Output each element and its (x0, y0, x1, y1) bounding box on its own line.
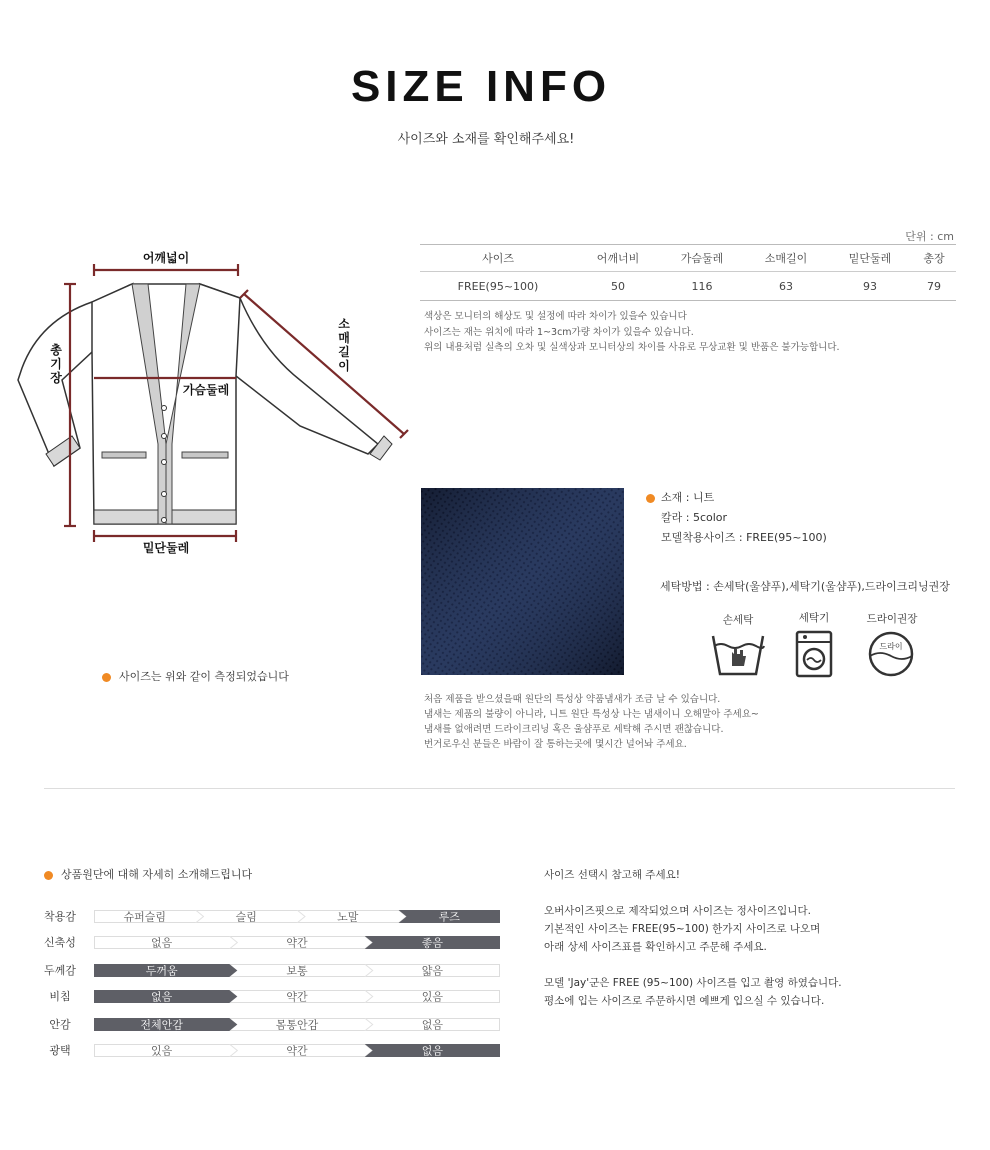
hand-wash-label: 손세탁 (722, 614, 754, 626)
dry-clean-icon-text: 드라이 (879, 642, 903, 651)
fabric-row-label: 광택 (49, 1044, 71, 1057)
bullet-dot-icon (646, 494, 655, 503)
size-guide-line: 평소에 입는 사이즈로 주문하시면 예쁘게 입으실 수 있습니다. (544, 995, 825, 1007)
size-table-header: 가슴둘레 (660, 245, 744, 272)
fabric-rating-bar (94, 964, 500, 977)
wash-method-text: 세탁방법 : 손세탁(울샴푸),세탁기(울샴푸),드라이크리닝권장 (660, 580, 950, 593)
care-notes (424, 692, 759, 752)
size-note-line: 색상은 모니터의 해상도 및 설정에 따라 차이가 있을수 있습니다 (424, 311, 687, 322)
size-notes (424, 309, 840, 356)
table-cell: 116 (660, 272, 744, 301)
size-guide-line: 모델 'Jay'군은 FREE (95~100) 사이즈를 입고 촬영 하였습니다. (544, 977, 842, 989)
section-divider (44, 788, 955, 789)
washing-machine-icon (794, 630, 834, 678)
size-table-header: 총장 (912, 245, 956, 272)
fabric-rating-option: 루즈 (438, 910, 460, 923)
size-guide-line: 아래 상세 사이즈표를 확인하시고 주문해 주세요. (544, 941, 767, 953)
material-text: 소재 : 니트 (661, 491, 715, 504)
fabric-row-label: 비침 (49, 990, 71, 1003)
bullet-dot-icon (44, 871, 53, 880)
bullet-dot-icon (102, 673, 111, 682)
fabric-rating-option: 없음 (421, 1044, 443, 1057)
size-guide-line: 기본적인 사이즈는 FREE(95~100) 한가지 사이즈로 나오며 (544, 923, 821, 935)
size-guide-para1 (544, 902, 820, 956)
size-table-header: 밑단둘레 (828, 245, 912, 272)
size-table-header: 어깨너비 (576, 245, 660, 272)
page-subtitle: 사이즈와 소재를 확인해주세요! (397, 132, 575, 147)
chest-label: 가슴둘레 (182, 383, 230, 397)
fabric-section-title: 상품원단에 대해 자세히 소개해드립니다 (44, 866, 252, 882)
size-table-header: 소매길이 (744, 245, 828, 272)
fabric-rating-bar (94, 990, 500, 1003)
fabric-rating-option: 두꺼움 (145, 964, 178, 977)
fabric-rating-bar (94, 936, 500, 949)
color-text: 칼라 : 5color (661, 511, 728, 524)
fabric-row-label: 신축성 (44, 936, 76, 949)
size-table (420, 244, 956, 301)
fabric-rating-option: 슈퍼슬림 (123, 910, 167, 923)
dry-clean-label: 드라이권장 (866, 613, 918, 625)
fabric-row-label: 두께감 (44, 964, 76, 977)
fabric-rating-option: 있음 (421, 990, 443, 1003)
table-row (420, 272, 956, 301)
fabric-rating-option: 약간 (286, 936, 308, 949)
size-note-line: 위의 내용처럼 실측의 오차 및 실색상과 모니터상의 차이를 사유로 무상교환 및 반품은 불가능합니다. (424, 342, 840, 353)
fabric-rating-option: 약간 (286, 1044, 308, 1057)
fabric-rating-option: 없음 (151, 990, 173, 1003)
care-note-line: 냄새를 없애려면 드라이크리닝 혹은 울샴푸로 세탁해 주시면 괜찮습니다. (424, 724, 724, 735)
size-guide-heading: 사이즈 선택시 참고해 주세요! (544, 869, 680, 881)
fabric-rating-option: 전체안감 (140, 1018, 183, 1031)
size-note-line: 사이즈는 재는 위치에 따라 1~3cm가량 차이가 있을수 있습니다. (424, 326, 694, 338)
fabric-rating-bar (94, 1044, 500, 1057)
fabric-rating-option: 좋음 (421, 936, 443, 949)
fabric-rating-option: 약간 (286, 990, 308, 1003)
fabric-swatch-image (421, 488, 624, 675)
care-note-line: 번거로우신 분들은 바람이 잘 통하는곳에 몇시간 널어놔 주세요. (424, 739, 687, 750)
fabric-row-label: 안감 (49, 1018, 71, 1031)
fabric-row-label: 착용감 (44, 910, 76, 923)
fabric-rating-option: 슬림 (235, 910, 257, 923)
machine-wash-label: 세탁기 (798, 612, 830, 624)
measure-note: 사이즈는 위와 같이 측정되었습니다 (102, 668, 289, 684)
hand-wash-icon (710, 630, 766, 678)
fabric-rating-bar (94, 1018, 500, 1031)
sleeve-label: 소 매 길 이 (338, 317, 350, 373)
size-table-header: 사이즈 (420, 245, 576, 272)
table-cell: 50 (576, 272, 660, 301)
fabric-rating-option: 노말 (337, 910, 359, 923)
unit-label: 단위 : cm (905, 230, 954, 243)
table-cell: 63 (744, 272, 828, 301)
fabric-rating-option: 없음 (421, 1018, 443, 1031)
hem-label: 밑단둘레 (142, 541, 190, 555)
care-note-line: 처음 제품을 받으셨을때 원단의 특성상 약품냄새가 조금 날 수 있습니다. (424, 694, 721, 705)
table-cell: 93 (828, 272, 912, 301)
fabric-rating-option: 몸통안감 (275, 1018, 319, 1031)
fabric-rating-option: 보통 (286, 964, 308, 977)
product-info (646, 488, 827, 548)
care-note-line: 냄새는 제품의 불량이 아니라, 니트 원단 특성상 나는 냄새이니 오해말아 주세요~ (424, 709, 759, 720)
fabric-rating-option: 없음 (151, 936, 173, 949)
shoulder-label: 어깨넓이 (142, 251, 190, 265)
fabric-rating-option: 얇음 (421, 964, 443, 977)
page-title: SIZE INFO (350, 62, 612, 111)
size-guide-line: 오버사이즈핏으로 제작되었으며 사이즈는 정사이즈입니다. (544, 905, 811, 917)
size-guide-para2 (544, 974, 842, 1010)
cardigan-diagram (0, 240, 420, 570)
fabric-rating-option: 있음 (151, 1044, 173, 1057)
model-size-text: 모델착용사이즈 : FREE(95~100) (661, 531, 827, 544)
dry-clean-icon (867, 630, 915, 678)
table-cell: 79 (912, 272, 956, 301)
length-label: 총 기 장 (50, 343, 62, 385)
fabric-rating-bar (94, 910, 500, 923)
table-cell: FREE(95~100) (420, 272, 576, 301)
